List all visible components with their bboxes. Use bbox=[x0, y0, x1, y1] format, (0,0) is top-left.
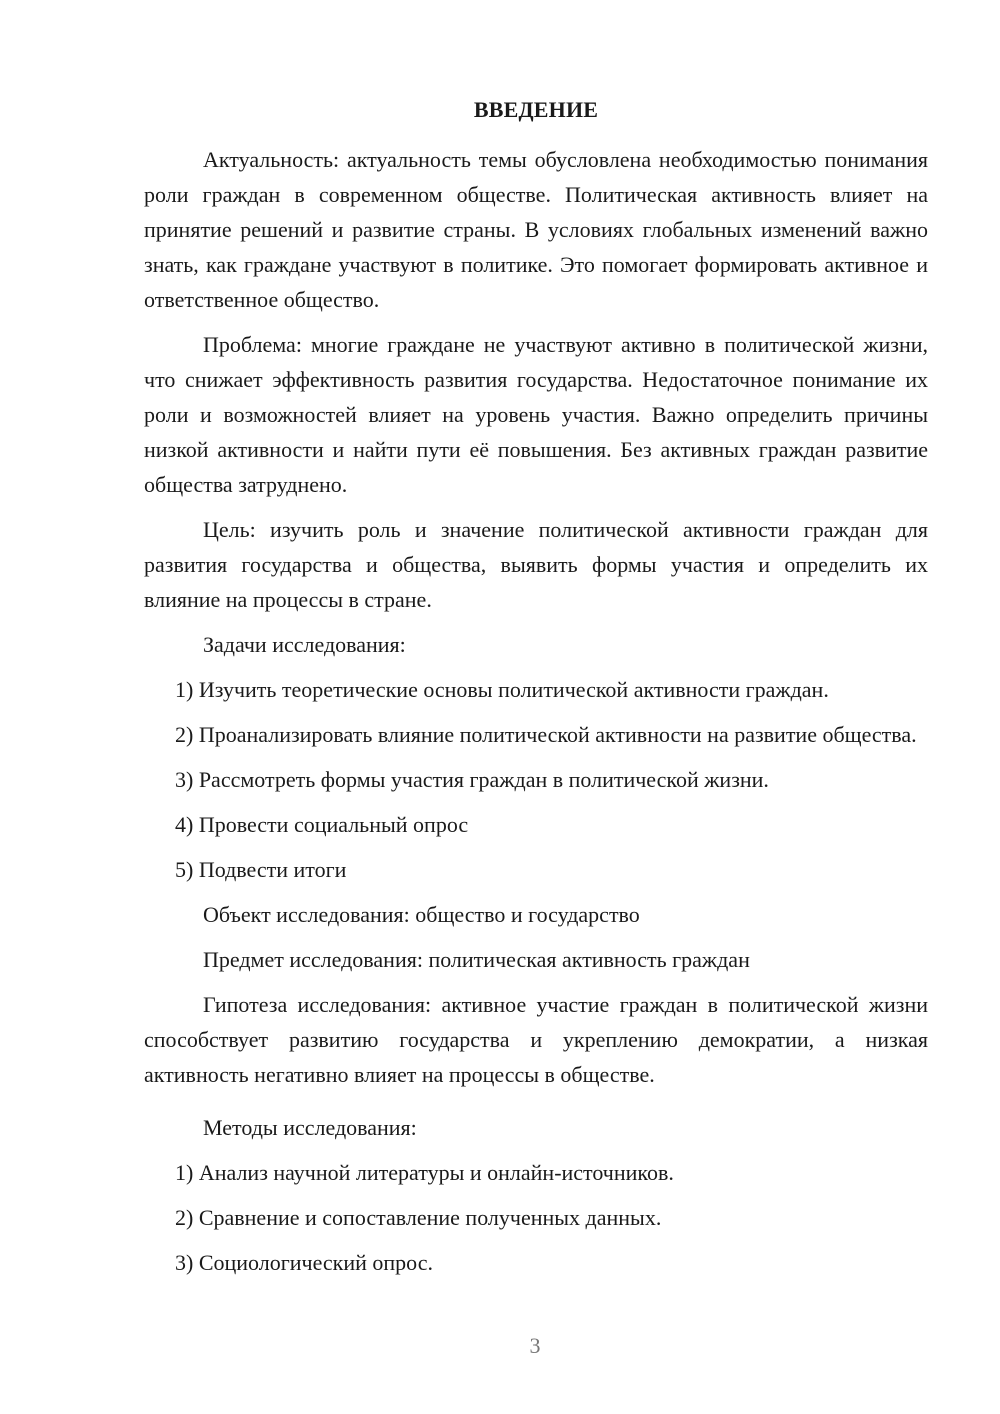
task-item-4: 4) Провести социальный опрос bbox=[175, 812, 469, 837]
methods-heading: Методы исследования: bbox=[203, 1115, 417, 1140]
tasks-heading: Задачи исследования: bbox=[203, 632, 406, 657]
task-item-5: 5) Подвести итоги bbox=[175, 857, 347, 882]
task-item-2: 2) Проанализировать влияние политической активности на развитие общества. bbox=[175, 722, 917, 747]
method-item-2: 2) Сравнение и сопоставление полученных данных. bbox=[175, 1205, 662, 1230]
hypothesis-paragraph: Гипотеза исследования: активное участие граждан в политической жизни способствует развитию государства и укреплению демократии, а низкая активность негативно влияет на процессы в обществе. bbox=[144, 992, 928, 1087]
object-line: Объект исследования: общество и государство bbox=[203, 902, 640, 927]
problem-paragraph: Проблема: многие граждане не участвуют активно в политической жизни, что снижает эффективность развития государства. Недостаточное понимание их роли и возможностей влияет на уровень участия. Важно определить причины низкой активности и найти пути её повышения. Без активных граждан развитие общества затруднено. bbox=[144, 332, 928, 497]
subject-line: Предмет исследования: политическая активность граждан bbox=[203, 947, 750, 972]
method-item-3: 3) Социологический опрос. bbox=[175, 1250, 433, 1275]
document-page bbox=[144, 94, 928, 1290]
method-item-1: 1) Анализ научной литературы и онлайн-источников. bbox=[175, 1160, 674, 1185]
task-item-1: 1) Изучить теоретические основы политической активности граждан. bbox=[175, 677, 829, 702]
goal-paragraph: Цель: изучить роль и значение политической активности граждан для развития государства и общества, выявить формы участия и определить их влияние на процессы в стране. bbox=[144, 517, 928, 612]
page-number: 3 bbox=[529, 1333, 541, 1358]
task-item-3: 3) Рассмотреть формы участия граждан в политической жизни. bbox=[175, 767, 769, 792]
relevance-paragraph: Актуальность: актуальность темы обусловлена необходимостью понимания роли граждан в современном обществе. Политическая активность влияет на принятие решений и развитие страны. В условиях глобальных изменений важно знать, как граждане участвуют в политике. Это помогает формировать активное и ответственное общество. bbox=[144, 147, 928, 312]
page-title: ВВЕДЕНИЕ bbox=[473, 97, 599, 122]
